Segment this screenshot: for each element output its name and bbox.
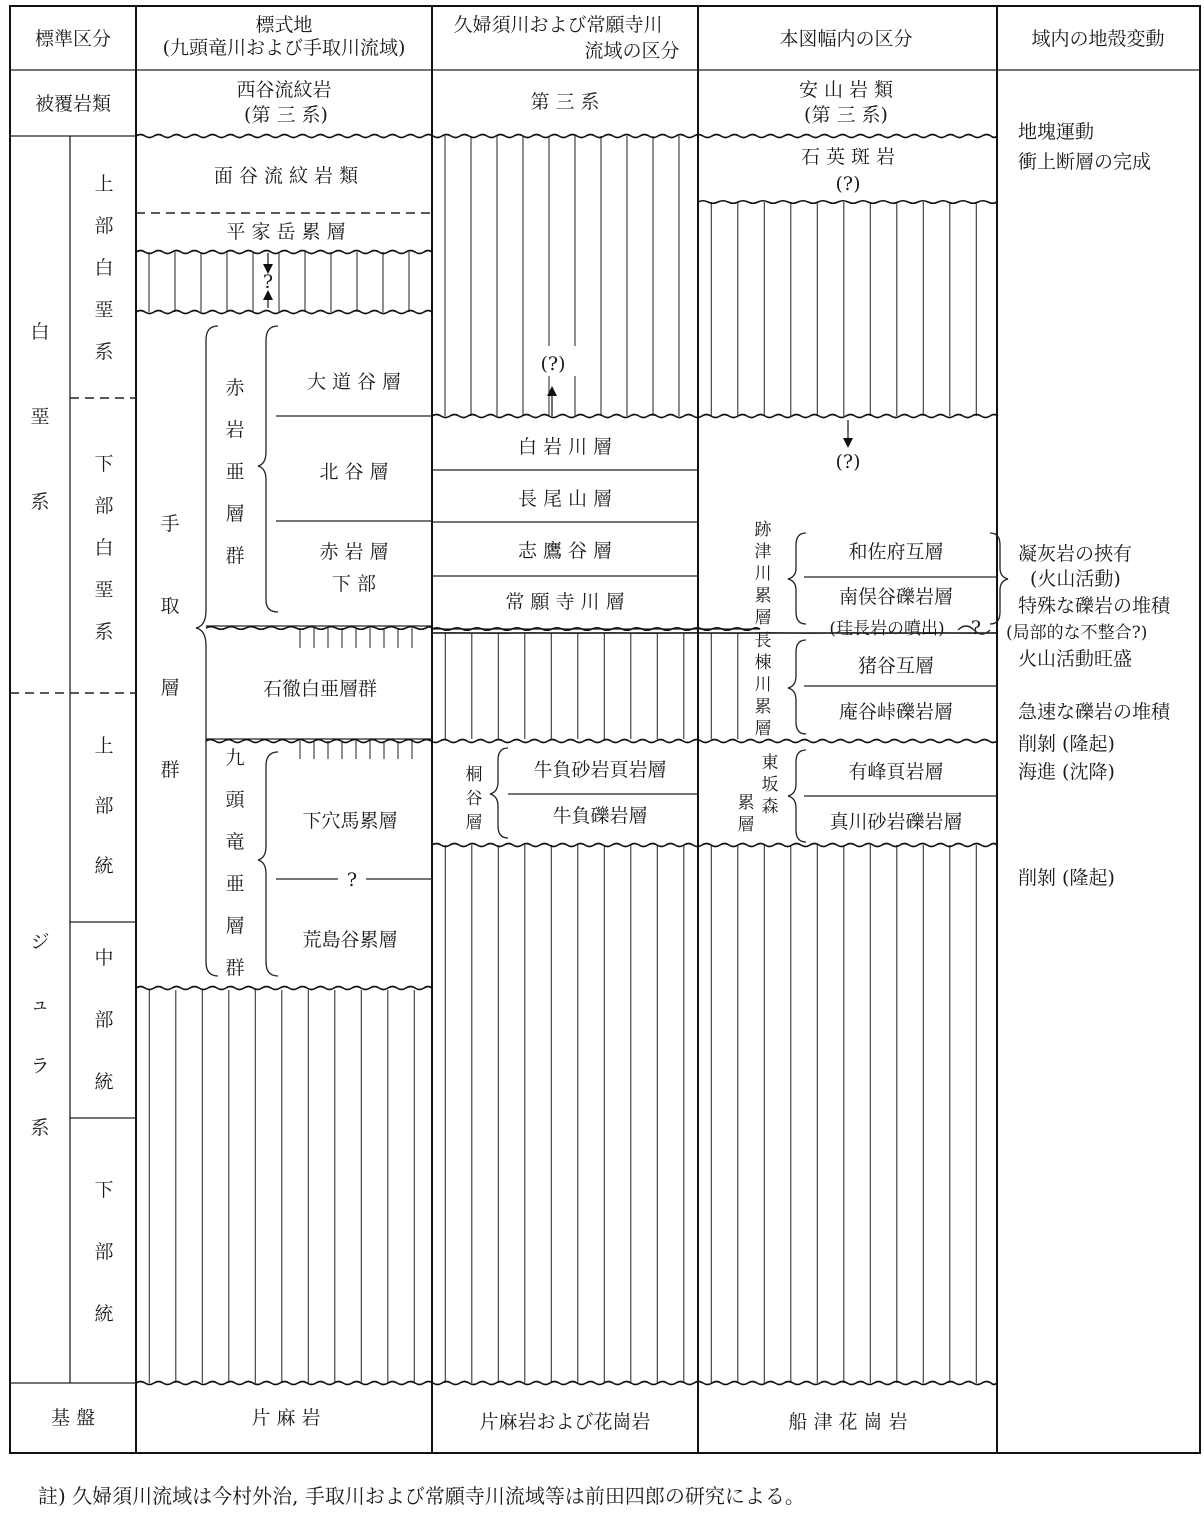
vertical-char: 頭	[225, 789, 245, 811]
vertical-char: 群	[160, 759, 180, 781]
sheet-q2: (?)	[835, 451, 861, 473]
vertical-char: 中	[94, 947, 114, 969]
vertical-char: 群	[225, 957, 245, 979]
braces	[196, 253, 1008, 976]
unit-makawa: 真川砂岩礫岩層	[829, 811, 963, 833]
vertical-char: 下	[94, 1179, 114, 1201]
unit-arashimadani: 荒島谷累層	[302, 929, 398, 951]
header-kuzu: 久婦須川および常願寺川	[453, 14, 663, 36]
cover-kuzu: 第 三 系	[530, 91, 600, 113]
footnote: 註) 久婦須川流域は今村外治, 手取川および常願寺川流域等は前田四郎の研究による。	[38, 1484, 805, 1508]
basement-row	[51, 1407, 908, 1433]
vertical-char: 白	[94, 257, 114, 279]
sheet-q1: (?)	[835, 173, 861, 195]
unit-quartz-porphyry: 石 英 斑 岩	[800, 146, 896, 168]
vertical-char: 谷	[465, 789, 483, 809]
vertical-char: 累	[754, 697, 772, 717]
unit-ishidoshiro: 石徹白亜層群	[262, 678, 378, 700]
crustal-volcanic: (火山活動)	[1030, 568, 1121, 590]
label-atotsugawa	[755, 520, 773, 628]
vertical-char: 系	[94, 341, 114, 363]
basement-type: 片 麻 岩	[251, 1407, 321, 1429]
label-middle-jurassic	[94, 947, 113, 1093]
svg-text:坂: 坂	[761, 775, 779, 795]
svg-text:森: 森	[761, 797, 779, 817]
vertical-char: 取	[160, 595, 180, 617]
crustal-erosion-2: 削剝 (隆起)	[1018, 867, 1115, 889]
unit-wasabu: 和佐府互層	[848, 541, 944, 563]
vertical-char: 系	[30, 491, 50, 513]
unit-iodanitoge: 庵谷峠礫岩層	[838, 701, 954, 723]
vertical-char: 層	[754, 608, 772, 628]
header-sheet: 本図幅内の区分	[779, 28, 913, 50]
vertical-char: 堊	[94, 299, 114, 321]
svg-text:層: 層	[737, 815, 755, 835]
label-lower-cretaceous	[94, 453, 113, 643]
header-type-locality-sub: (九頭竜川および手取川流域)	[162, 37, 406, 59]
vertical-char: 層	[225, 503, 245, 525]
vertical-char: 亜	[225, 461, 245, 483]
unit-inotani: 猪谷互層	[857, 655, 935, 677]
label-upper-cretaceous	[94, 173, 113, 363]
crustal-movements	[1006, 121, 1172, 889]
unit-ushikubi-cg: 牛負礫岩層	[552, 805, 648, 827]
cover-label: 被覆岩類	[34, 93, 112, 115]
kuzu-q: (?)	[540, 353, 566, 375]
crustal-erosion-1: 削剝 (隆起)	[1018, 733, 1115, 755]
sheet-units	[801, 146, 981, 833]
vertical-char: 累	[754, 586, 772, 606]
vertical-char: 部	[94, 795, 114, 817]
vertical-char: ラ	[30, 1055, 50, 1077]
vertical-char: 部	[94, 1009, 114, 1031]
crustal-local-uncon: (局部的な不整合?)	[1006, 623, 1148, 643]
unit-q: ?	[262, 271, 274, 293]
label-tetori-group	[160, 513, 179, 781]
label-kuzuryu-subgroup	[225, 747, 245, 979]
vertical-char: 統	[94, 1071, 114, 1093]
vertical-char: 層	[465, 813, 483, 833]
vertical-char: ュ	[30, 993, 50, 1015]
vertical-char: 白	[30, 321, 50, 343]
header-type-locality: 標式地	[255, 14, 313, 36]
unit-nagaoyama: 長 尾 山 層	[517, 488, 613, 510]
vertical-char: 津	[754, 542, 772, 562]
vertical-labels	[30, 173, 772, 1325]
crustal-transgression: 海進 (沈降)	[1018, 761, 1115, 783]
header-kuzu-sub: 流域の区分	[584, 40, 680, 62]
unit-omodani: 面 谷 流 紋 岩 類	[213, 165, 359, 187]
vertical-char: 堊	[30, 406, 50, 428]
unit-ushikubi-ss: 牛負砂岩頁岩層	[533, 759, 667, 781]
vertical-char: 部	[94, 215, 114, 237]
vertical-char: 川	[754, 675, 772, 695]
cover-type-2: (第 三 系)	[244, 104, 328, 126]
svg-text:東: 東	[761, 753, 779, 773]
cover-type-1: 西谷流紋岩	[236, 79, 332, 101]
crustal-volcanic-active: 火山活動旺盛	[1018, 648, 1133, 670]
crustal-special-cg: 特殊な礫岩の堆積	[1018, 595, 1171, 617]
unit-kitadani: 北 谷 層	[319, 461, 389, 483]
label-kiritani	[466, 765, 483, 833]
label-lower-jurassic	[94, 1179, 113, 1325]
unit-q2: ?	[346, 869, 358, 891]
vertical-char: 岩	[225, 419, 245, 441]
crustal-thrust: 衝上断層の完成	[1018, 151, 1152, 173]
unit-shiraiwagawa: 白 岩 川 層	[517, 436, 613, 458]
cover-sheet-1: 安 山 岩 類	[798, 79, 894, 101]
unit-shimoanama: 下穴馬累層	[302, 810, 398, 832]
unit-joganjigawa: 常 願 寺 川 層	[505, 591, 625, 613]
basement-label: 基 盤	[50, 1407, 96, 1429]
unit-arimine: 有峰頁岩層	[848, 761, 944, 783]
vertical-char: 跡	[754, 520, 772, 540]
label-higashisakamori	[738, 753, 779, 835]
vertical-char: ジ	[30, 931, 50, 953]
table-grid	[10, 6, 1200, 1453]
vertical-char: 層	[160, 677, 180, 699]
vertical-char: 群	[225, 545, 245, 567]
header-crustal: 域内の地殻変動	[1031, 28, 1165, 50]
basement-kuzu: 片麻岩および花崗岩	[479, 1411, 651, 1433]
vertical-char: 棟	[754, 653, 772, 673]
vertical-char: 統	[94, 1303, 114, 1325]
vertical-char: 上	[94, 173, 114, 195]
basement-sheet: 船 津 花 崗 岩	[788, 1411, 908, 1433]
vertical-char: 桐	[465, 765, 483, 785]
vertical-char: 下	[94, 453, 114, 475]
vertical-char: 赤	[225, 377, 245, 399]
label-jurassic	[30, 931, 49, 1139]
unit-akaiwa: 赤 岩 層	[319, 541, 389, 563]
vertical-char: 上	[94, 735, 114, 757]
unit-akaiwa-lower: 下 部	[331, 573, 377, 595]
unit-shitakadani: 志 鷹 谷 層	[517, 540, 613, 562]
label-cretaceous	[30, 321, 49, 513]
vertical-char: 系	[30, 1117, 50, 1139]
vertical-char: 亜	[225, 873, 245, 895]
svg-text:累: 累	[737, 793, 755, 813]
vertical-char: 川	[754, 564, 772, 584]
crustal-rapid-cg: 急速な礫岩の堆積	[1018, 701, 1171, 723]
crustal-tuff: 凝灰岩の挾有	[1018, 543, 1133, 565]
header-standard: 標準区分	[34, 28, 112, 50]
header-row	[35, 14, 1165, 62]
vertical-char: 長	[754, 631, 772, 651]
vertical-char: 部	[94, 495, 114, 517]
vertical-char: 統	[94, 855, 114, 877]
unit-minamimatadani: 南俣谷礫岩層	[838, 586, 954, 608]
label-akaiwa-subgroup	[225, 377, 245, 567]
cover-sheet-2: (第 三 系)	[804, 104, 888, 126]
crustal-block: 地塊運動	[1018, 121, 1095, 143]
vertical-char: 白	[94, 537, 114, 559]
vertical-char: 層	[225, 915, 245, 937]
cover-row	[35, 79, 893, 126]
vertical-char: 層	[754, 719, 772, 739]
vertical-char: 手	[160, 513, 180, 535]
label-upper-jurassic	[94, 735, 113, 877]
vertical-char: 系	[94, 621, 114, 643]
vertical-char: 堊	[94, 579, 114, 601]
unit-quartzite: (珪長岩の噴出)	[829, 619, 945, 639]
vertical-char: 竜	[225, 831, 245, 853]
unit-omichidani: 大 道 谷 層	[306, 371, 402, 393]
label-nagatonagawa	[755, 631, 772, 739]
vertical-char: 九	[225, 747, 245, 769]
unit-heikegatake: 平 家 岳 累 層	[226, 221, 346, 243]
sheet-q3: ?	[970, 617, 982, 639]
vertical-char: 部	[94, 1241, 114, 1263]
